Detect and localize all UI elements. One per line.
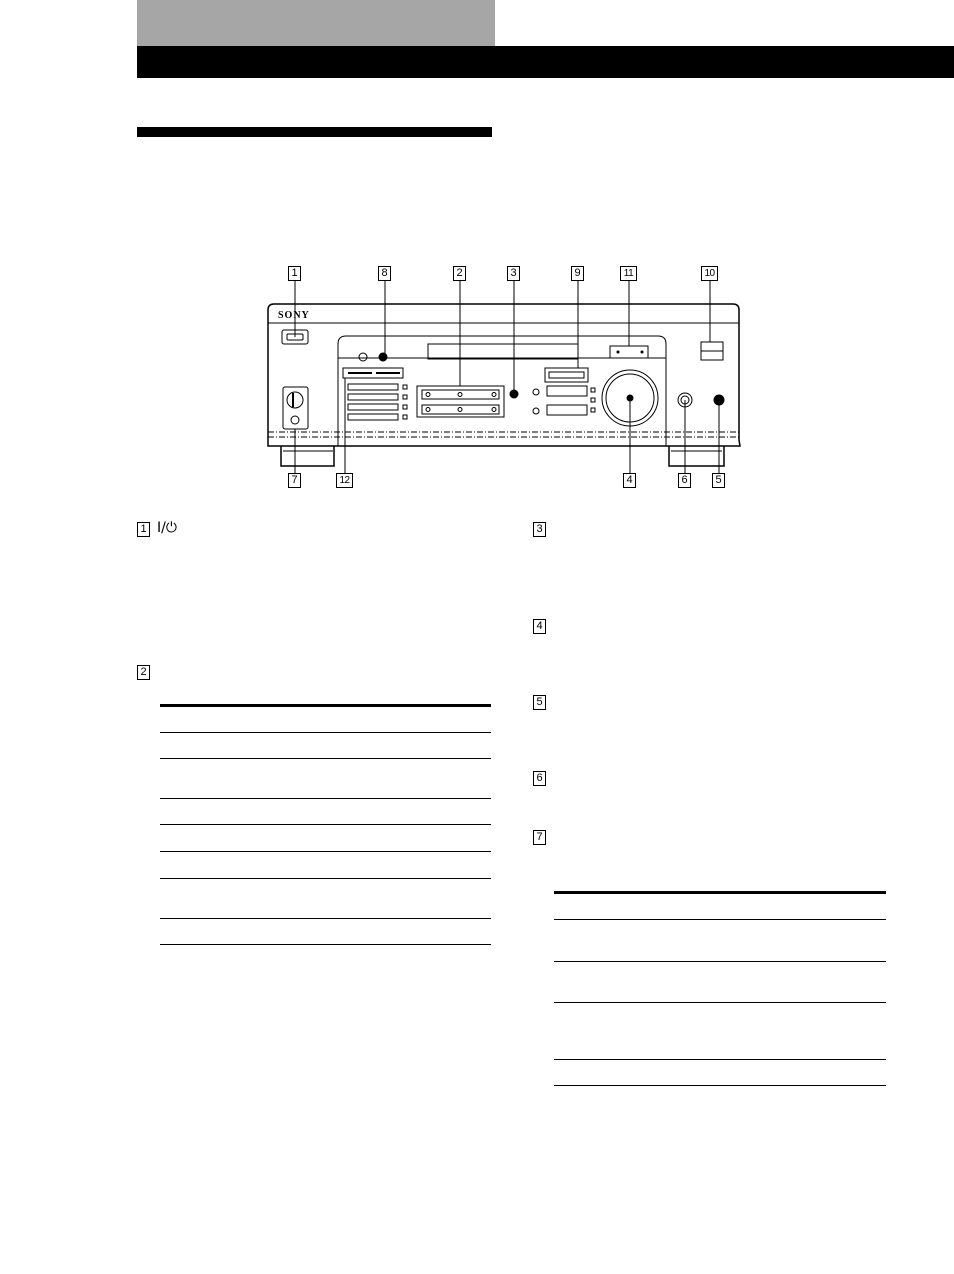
callout-9: 9 [571, 266, 584, 281]
item-5-number: 5 [533, 695, 546, 710]
table-row-rule [160, 758, 491, 759]
callout-11: 11 [620, 266, 637, 281]
item-6-number: 6 [533, 771, 546, 786]
table-row-rule [160, 878, 491, 879]
table-row-rule [160, 918, 491, 919]
table-header-rule [554, 891, 886, 894]
callout-6: 6 [678, 473, 691, 488]
table-row-rule [554, 961, 886, 962]
callout-3: 3 [507, 266, 520, 281]
table-header-rule [160, 704, 491, 707]
item-4-number: 4 [533, 619, 546, 634]
item-7-number: 7 [533, 830, 546, 845]
callout-8: 8 [378, 266, 391, 281]
sony-logo: SONY [278, 310, 310, 321]
callout-1: 1 [288, 266, 301, 281]
table-row-rule [160, 732, 491, 733]
table-row-rule [160, 798, 491, 799]
front-panel-diagram [0, 0, 954, 500]
table-row-rule [160, 824, 491, 825]
table-row-rule [554, 1002, 886, 1003]
callout-12: 12 [336, 473, 353, 488]
callout-5: 5 [712, 473, 725, 488]
callout-10: 10 [701, 266, 718, 281]
item-2-number: 2 [137, 665, 150, 680]
power-symbol-icon: I/⏻ [157, 520, 177, 536]
table-row-rule [554, 919, 886, 920]
table-row-rule [160, 851, 491, 852]
item-3-number: 3 [533, 522, 546, 537]
item-1-number: 1 [137, 522, 150, 537]
callout-2: 2 [453, 266, 466, 281]
table-row-rule [160, 944, 491, 945]
table-row-rule [554, 1085, 886, 1086]
callout-4: 4 [623, 473, 636, 488]
table-row-rule [554, 1059, 886, 1060]
callout-7: 7 [288, 473, 301, 488]
